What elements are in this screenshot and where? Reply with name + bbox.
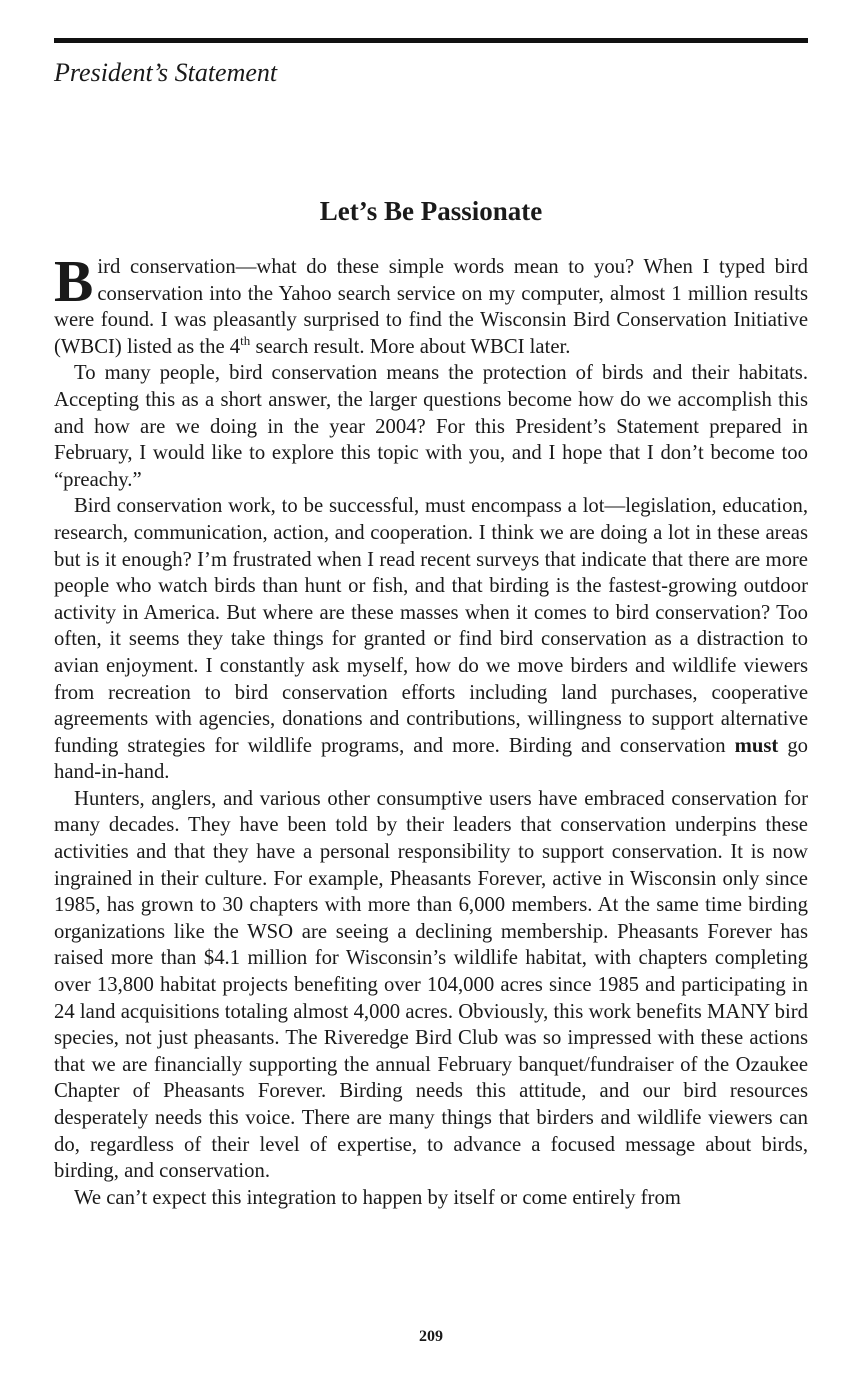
drop-cap: B (54, 248, 94, 314)
section-label: President’s Statement (54, 58, 278, 87)
ordinal-suffix: th (240, 332, 251, 348)
paragraph-1-text-b: search result. More about WBCI later. (250, 335, 571, 358)
paragraph-3 (54, 493, 808, 786)
paragraph-2: To many people, bird conservation means the protection of birds and their habitats. Accepting this as a short answer, the larger questions become how do we accomplish this and how are we doing in the year 2004? For this President’s Statement prepared in February, I would like to explore this topic with you, and I hope that I don’t become too “preachy.” (54, 362, 808, 491)
header-rule (54, 38, 808, 43)
paragraph-1 (54, 248, 808, 360)
paragraph-5: We can’t expect this integration to happen by itself or come entirely from (74, 1186, 681, 1209)
article-title: Let’s Be Passionate (319, 196, 543, 226)
page-number: 209 (419, 1328, 443, 1345)
paragraph-1-text-a: ird conservation—what do these simple words mean to you? When I typed bird conservation into the Yahoo search service on my computer, almost 1 million results were found. I was pleasantly surprised to find the Wisconsin Bird Conservation Initiative (WBCI) listed as the 4 (54, 256, 808, 358)
paragraph-4: Hunters, anglers, and various other consumptive users have embraced conservation for many decades. They have been told by their leaders that conservation underpins these activities and that they have a personal responsibility to support conservation. It is now ingrained in their culture. For example, Pheasants Forever, active in Wisconsin only since 1985, has grown to 30 chapters with more than 6,000 members. At the same time birding organizations like the WSO are seeing a declining membership. Pheasants Forever has raised more than $4.1 million for Wisconsin’s wildlife habitat, with chapters completing over 13,800 habitat projects benefiting over 104,000 acres since 1985 and participating in 24 land acquisitions totaling almost 4,000 acres. Obviously, this work benefits MANY bird species, not just pheasants. The Riveredge Bird Club was so impressed with these actions that we are financially supporting the annual February banquet/fundraiser of the Ozaukee Chapter of Pheasants Forever. Birding needs this attitude, and our bird resources desperately needs this voice. There are many things that birders and wildlife viewers can do, regardless of their level of expertise, to advance a focused message about birds, birding, and conservation. (54, 787, 808, 1183)
article-body (54, 248, 809, 1211)
paragraph-3-text-a: Bird conservation work, to be successful, must encompass a lot—legislation, education, research, communication, action, and cooperation. I think we are doing a lot in these areas but is it enough? I’m frustrated when I read recent surveys that indicate that there are more people who watch birds than hunt or fish, and that birding is the fastest-growing outdoor activity in America. But where are these masses when it comes to bird conservation? Too often, it seems they take things for granted or find bird conservation as a distraction to avian enjoyment. I constantly ask myself, how do we move birders and wildlife viewers from recreation to bird conservation efforts including land purchases, cooperative agreements with agencies, donations and contributions, willingness to support alternative funding strategies for wildlife programs, and more. Birding and conservation (54, 495, 808, 757)
paragraph-3-text-b: go hand-in-hand. (54, 734, 809, 784)
emphasis-must: must (734, 734, 779, 757)
